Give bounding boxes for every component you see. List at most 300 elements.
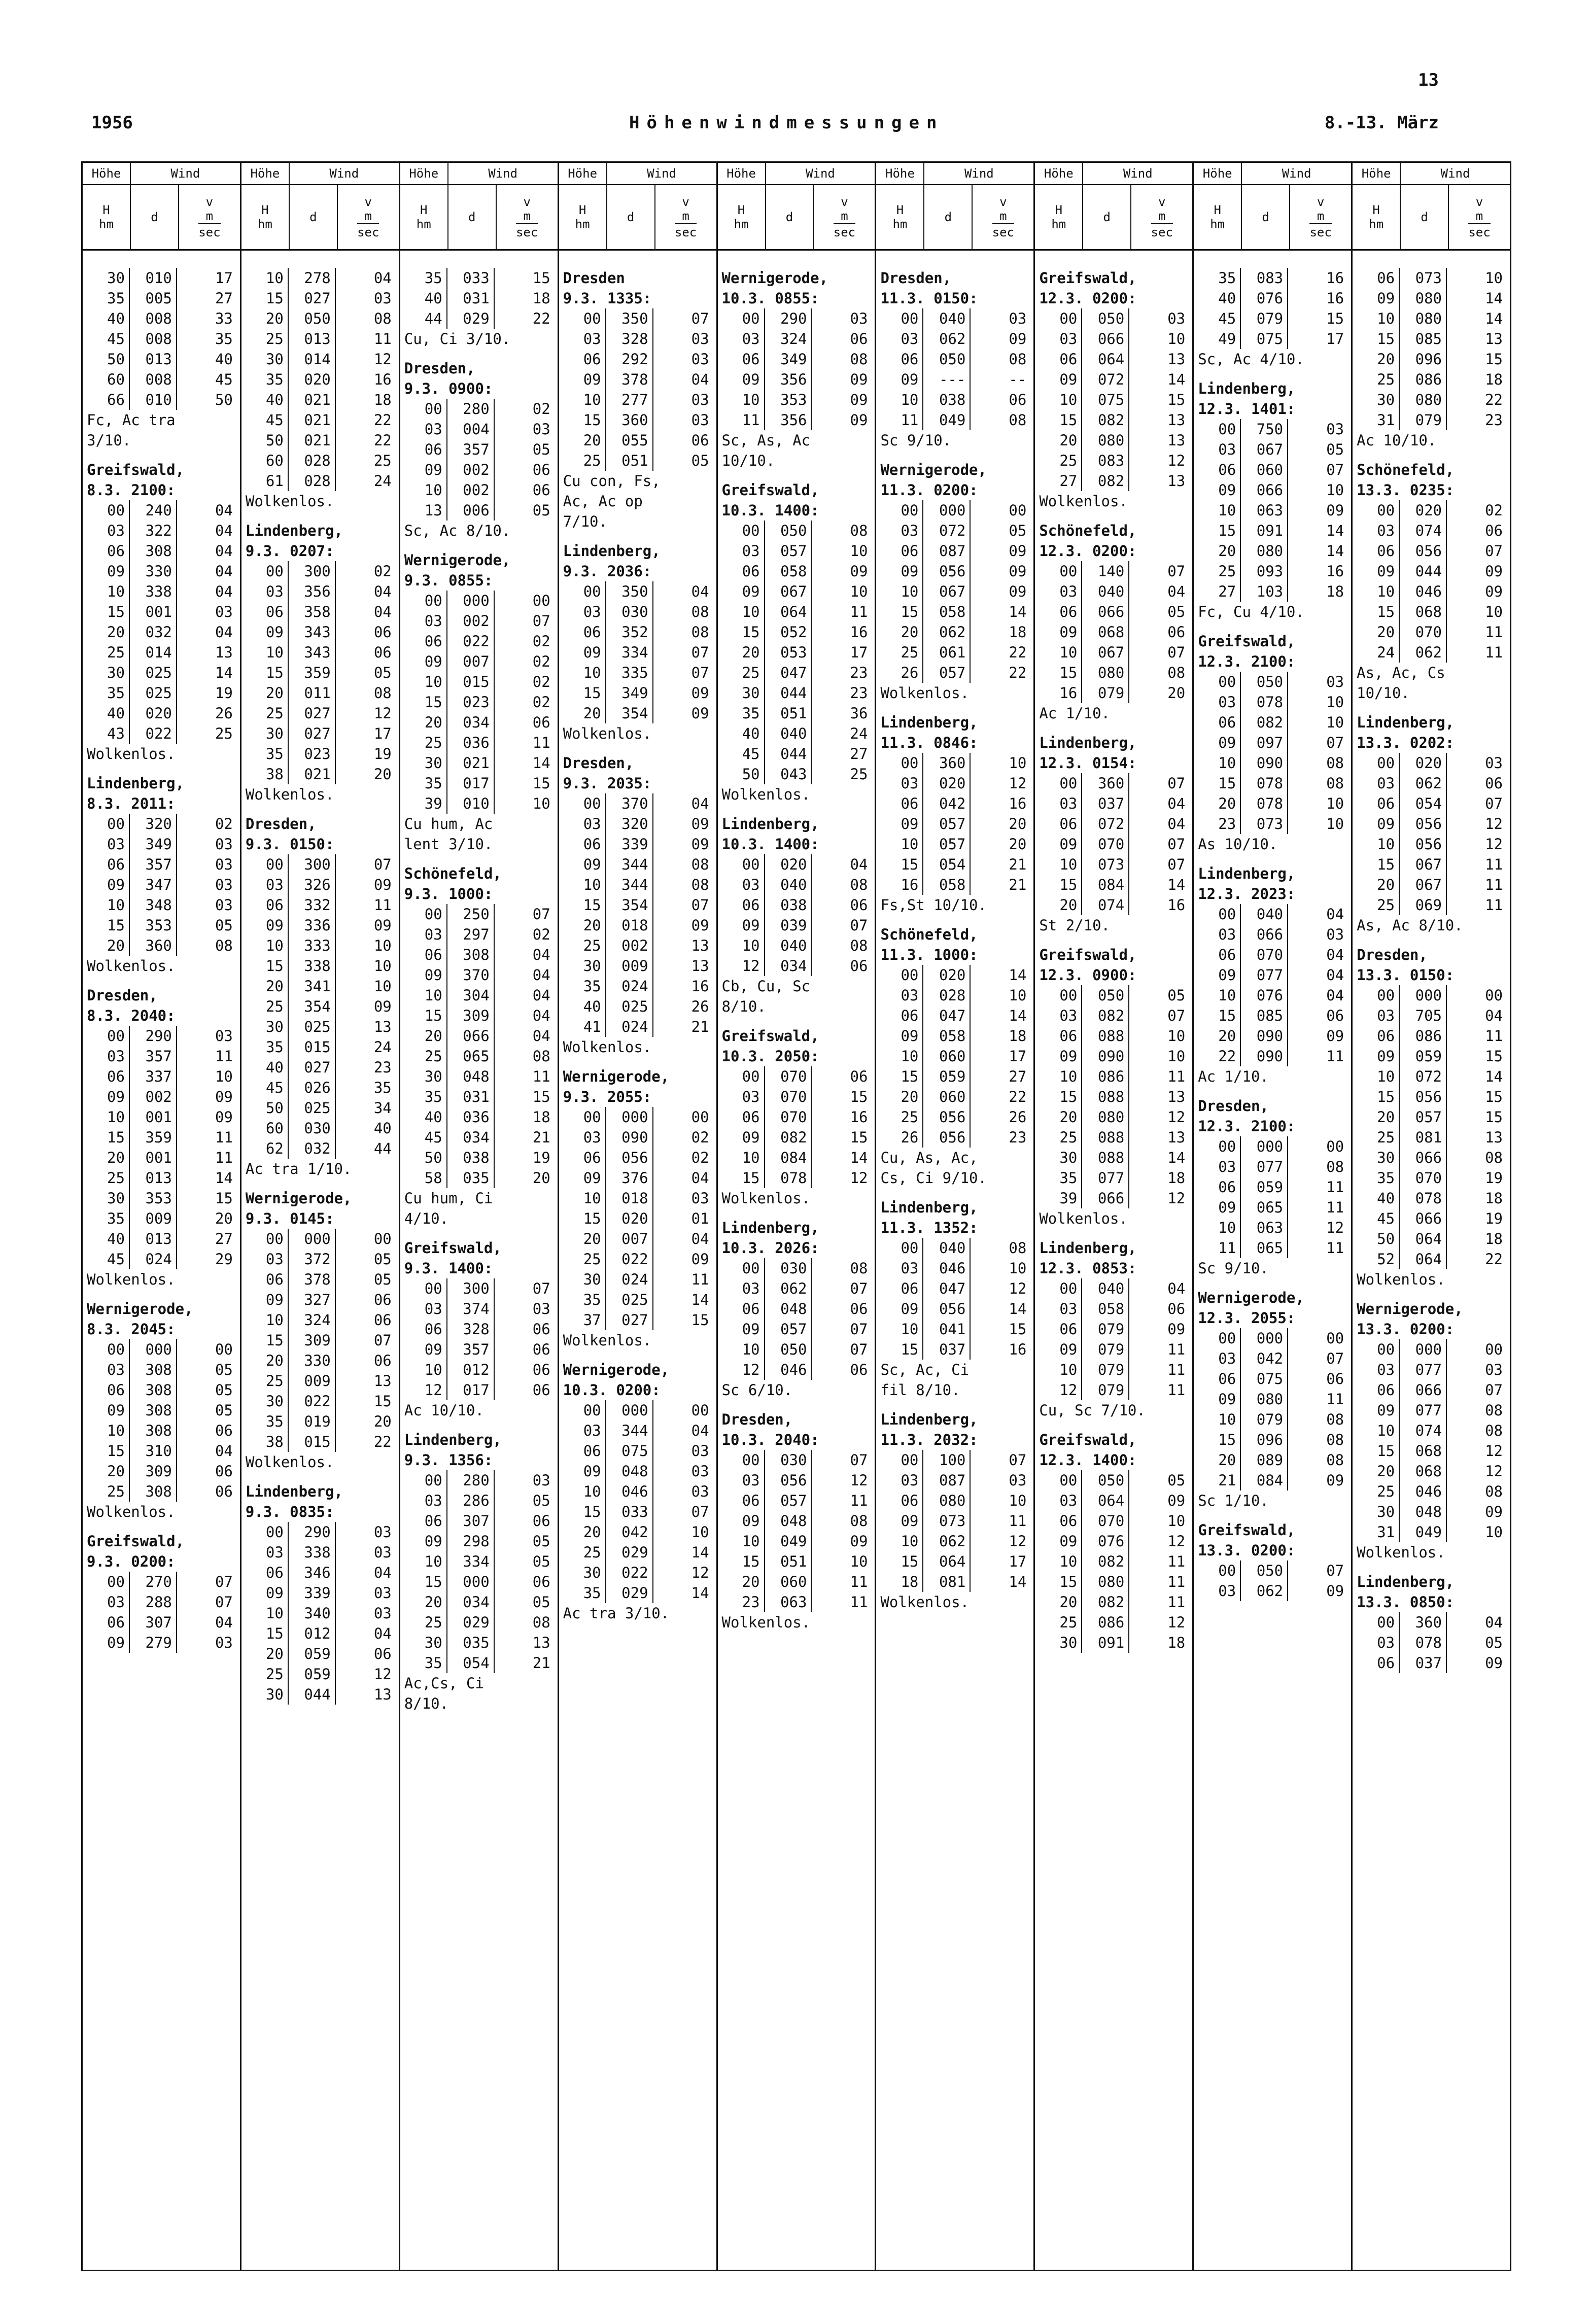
speed-value: 06 bbox=[532, 1381, 550, 1399]
data-row bbox=[241, 1118, 399, 1138]
direction-value: 034 bbox=[447, 1592, 495, 1612]
direction-value: 090 bbox=[1241, 1026, 1288, 1046]
data-row bbox=[559, 1188, 716, 1208]
station-label: Greifswald, 8.3. 2100: bbox=[87, 461, 185, 499]
height-value: 03 bbox=[1035, 1490, 1082, 1511]
height-value: 25 bbox=[83, 1481, 130, 1502]
height-value: 15 bbox=[1353, 329, 1400, 349]
height-value: 15 bbox=[1353, 1087, 1400, 1107]
data-row bbox=[718, 1511, 875, 1531]
data-row bbox=[559, 1563, 716, 1583]
data-row bbox=[1035, 875, 1192, 895]
data-row bbox=[83, 1148, 240, 1168]
speed-value: 08 bbox=[1326, 754, 1344, 772]
height-value: 45 bbox=[1194, 308, 1241, 329]
data-row bbox=[1353, 753, 1510, 773]
direction-value: 286 bbox=[447, 1490, 495, 1511]
height-value: 10 bbox=[1035, 1551, 1082, 1572]
height-value: 10 bbox=[876, 390, 923, 410]
height-value: 20 bbox=[83, 935, 130, 956]
direction-value: 088 bbox=[1082, 1148, 1129, 1168]
direction-value: 033 bbox=[606, 1502, 653, 1522]
header-hoehe: Höhe bbox=[876, 163, 924, 184]
data-row bbox=[1035, 1380, 1192, 1400]
data-row bbox=[876, 875, 1033, 895]
direction-value: 000 bbox=[1400, 985, 1447, 1005]
speed-value: 05 bbox=[1167, 987, 1186, 1004]
speed-value: 09 bbox=[373, 876, 392, 893]
data-row bbox=[1194, 712, 1351, 733]
data-row bbox=[241, 390, 399, 410]
direction-value: 002 bbox=[447, 460, 495, 480]
height-value: 00 bbox=[559, 308, 606, 329]
data-row bbox=[1035, 663, 1192, 683]
data-row bbox=[1353, 1087, 1510, 1107]
measurement-block bbox=[559, 1066, 716, 1350]
height-value: 10 bbox=[241, 642, 289, 663]
height-value: 25 bbox=[241, 1664, 289, 1684]
speed-value: 05 bbox=[215, 1361, 233, 1378]
data-row bbox=[559, 834, 716, 854]
direction-value: 062 bbox=[1400, 773, 1447, 793]
direction-value: 067 bbox=[1400, 854, 1447, 875]
height-value: 40 bbox=[559, 996, 606, 1017]
header-hm: hm bbox=[1210, 217, 1225, 231]
speed-value: 13 bbox=[1167, 432, 1186, 449]
measurement-block bbox=[241, 814, 399, 1179]
data-row bbox=[1035, 1360, 1192, 1380]
speed-value: 11 bbox=[1167, 1593, 1186, 1611]
data-row bbox=[718, 1490, 875, 1511]
height-value: 03 bbox=[718, 1278, 765, 1299]
column-body bbox=[1035, 251, 1192, 1659]
speed-value: 00 bbox=[1485, 987, 1503, 1004]
header-d-cell bbox=[607, 185, 655, 249]
data-row bbox=[718, 1258, 875, 1278]
data-row bbox=[83, 561, 240, 581]
direction-value: 046 bbox=[1400, 581, 1447, 602]
speed-value: 02 bbox=[532, 673, 550, 690]
station-label: Greifswald, 12.3. 2100: bbox=[1198, 633, 1296, 670]
speed-value: 07 bbox=[1326, 1562, 1344, 1579]
cloud-note: Wolkenlos. bbox=[87, 1271, 176, 1288]
cloud-note: Wolkenlos. bbox=[880, 1593, 970, 1611]
direction-value: 007 bbox=[606, 1229, 653, 1249]
direction-value: 051 bbox=[765, 703, 812, 723]
column-body bbox=[241, 251, 399, 1711]
speed-value: 26 bbox=[691, 998, 709, 1015]
direction-value: 050 bbox=[765, 521, 812, 541]
header-v: v bbox=[682, 195, 689, 209]
height-value: 25 bbox=[1353, 895, 1400, 915]
data-row bbox=[1194, 965, 1351, 985]
station-label: Lindenberg, 8.3. 2011: bbox=[87, 775, 185, 812]
direction-value: 353 bbox=[765, 390, 812, 410]
data-row bbox=[1194, 904, 1351, 924]
data-row bbox=[400, 1380, 558, 1400]
speed-value: 06 bbox=[532, 1361, 550, 1378]
header-m: m bbox=[523, 209, 531, 223]
direction-value: 040 bbox=[1241, 904, 1288, 924]
speed-value: 02 bbox=[532, 693, 550, 711]
height-value: 61 bbox=[241, 471, 289, 491]
height-value: 23 bbox=[1194, 814, 1241, 834]
data-row bbox=[876, 622, 1033, 642]
header-h-cell bbox=[1194, 185, 1242, 249]
direction-value: 021 bbox=[289, 410, 336, 430]
direction-value: 050 bbox=[1241, 672, 1288, 692]
direction-value: 000 bbox=[447, 591, 495, 611]
height-value: 06 bbox=[241, 602, 289, 622]
measurement-block bbox=[876, 460, 1033, 703]
data-row bbox=[83, 1107, 240, 1127]
data-row bbox=[876, 1339, 1033, 1360]
direction-value: 074 bbox=[1400, 521, 1447, 541]
direction-value: 050 bbox=[1241, 1560, 1288, 1581]
data-row bbox=[83, 1400, 240, 1420]
height-value: 35 bbox=[241, 369, 289, 390]
height-value: 06 bbox=[83, 1612, 130, 1633]
header-v-cell bbox=[655, 185, 716, 249]
height-value: 10 bbox=[559, 875, 606, 895]
direction-value: 347 bbox=[130, 875, 177, 895]
direction-value: 080 bbox=[923, 1490, 971, 1511]
speed-value: 20 bbox=[215, 1210, 233, 1227]
height-value: 03 bbox=[241, 581, 289, 602]
speed-value: 10 bbox=[1485, 1523, 1503, 1541]
table-column bbox=[1353, 161, 1511, 2270]
speed-value: 08 bbox=[1485, 1402, 1503, 1419]
speed-value: 08 bbox=[373, 684, 392, 702]
header-wind: Wind bbox=[1440, 166, 1470, 181]
cloud-note: As, Ac, Cs 10/10. bbox=[1357, 664, 1445, 702]
speed-value: 00 bbox=[373, 1230, 392, 1247]
height-value: 41 bbox=[559, 1017, 606, 1037]
direction-value: 349 bbox=[606, 683, 653, 703]
data-row bbox=[718, 956, 875, 976]
direction-value: 013 bbox=[130, 1168, 177, 1188]
height-value: 20 bbox=[1035, 430, 1082, 450]
data-row bbox=[241, 1057, 399, 1078]
data-row bbox=[241, 1623, 399, 1644]
height-value: 39 bbox=[1035, 1188, 1082, 1208]
data-row bbox=[400, 1005, 558, 1026]
direction-value: 357 bbox=[130, 854, 177, 875]
speed-value: 04 bbox=[1326, 966, 1344, 984]
data-row bbox=[241, 976, 399, 996]
height-value: 06 bbox=[876, 793, 923, 814]
height-value: 00 bbox=[559, 1107, 606, 1127]
cloud-note: Sc 6/10. bbox=[721, 1381, 793, 1399]
speed-value: 04 bbox=[691, 795, 709, 812]
data-row bbox=[400, 733, 558, 753]
data-row bbox=[559, 430, 716, 450]
direction-value: 017 bbox=[447, 773, 495, 793]
direction-value: 006 bbox=[447, 500, 495, 521]
direction-value: 036 bbox=[447, 733, 495, 753]
data-row bbox=[876, 1551, 1033, 1572]
height-value: 09 bbox=[876, 1511, 923, 1531]
direction-value: 088 bbox=[1082, 1026, 1129, 1046]
speed-value: 23 bbox=[850, 664, 868, 681]
column-body bbox=[718, 251, 875, 1642]
direction-value: 297 bbox=[447, 924, 495, 945]
speed-value: 24 bbox=[850, 725, 868, 742]
data-row bbox=[876, 369, 1033, 390]
header-d-cell bbox=[766, 185, 814, 249]
direction-value: 066 bbox=[1082, 602, 1129, 622]
speed-value: 12 bbox=[691, 1564, 709, 1581]
height-value: 06 bbox=[718, 561, 765, 581]
data-row bbox=[718, 1127, 875, 1148]
height-value: 00 bbox=[1194, 1328, 1241, 1348]
height-value: 00 bbox=[1353, 1612, 1400, 1633]
height-value: 10 bbox=[1353, 1420, 1400, 1441]
measurement-block bbox=[241, 1188, 399, 1472]
speed-value: 11 bbox=[1485, 644, 1503, 661]
height-value: 60 bbox=[241, 450, 289, 471]
data-row bbox=[559, 308, 716, 329]
column-header bbox=[400, 161, 558, 251]
height-value: 10 bbox=[400, 1360, 447, 1380]
measurement-block bbox=[1035, 945, 1192, 1229]
data-row bbox=[1035, 561, 1192, 581]
column-header bbox=[1035, 161, 1192, 251]
data-row bbox=[83, 521, 240, 541]
header-m: m bbox=[841, 209, 848, 223]
speed-value: 07 bbox=[691, 1503, 709, 1520]
direction-value: 058 bbox=[923, 602, 971, 622]
height-value: 09 bbox=[718, 369, 765, 390]
height-value: 26 bbox=[876, 1127, 923, 1148]
data-row bbox=[241, 1542, 399, 1563]
direction-value: 324 bbox=[765, 329, 812, 349]
height-value: 20 bbox=[1353, 1461, 1400, 1481]
data-row bbox=[1194, 1026, 1351, 1046]
data-row bbox=[1353, 1005, 1510, 1026]
height-value: 09 bbox=[1353, 561, 1400, 581]
height-value: 25 bbox=[876, 642, 923, 663]
data-row bbox=[1035, 1127, 1192, 1148]
direction-value: 037 bbox=[923, 1339, 971, 1360]
height-value: 30 bbox=[1035, 1633, 1082, 1653]
direction-value: 344 bbox=[606, 1420, 653, 1441]
header-hm: hm bbox=[892, 217, 908, 231]
cloud-note: Wolkenlos. bbox=[87, 745, 176, 762]
height-value: 10 bbox=[1194, 500, 1241, 521]
data-row bbox=[241, 1603, 399, 1623]
speed-value: 11 bbox=[1167, 1381, 1186, 1399]
station-label: Wernigerode, 13.3. 0200: bbox=[1357, 1300, 1463, 1338]
height-value: 10 bbox=[1035, 1360, 1082, 1380]
measurement-block bbox=[718, 268, 875, 471]
speed-value: 09 bbox=[1009, 330, 1027, 348]
data-row bbox=[876, 1278, 1033, 1299]
height-value: 15 bbox=[1035, 663, 1082, 683]
height-value: 09 bbox=[241, 915, 289, 935]
direction-value: 308 bbox=[130, 1420, 177, 1441]
speed-value: 04 bbox=[532, 987, 550, 1004]
data-row bbox=[241, 1644, 399, 1664]
height-value: 03 bbox=[1035, 793, 1082, 814]
header-h: H bbox=[420, 203, 428, 217]
speed-value: 06 bbox=[215, 1422, 233, 1439]
station-label: Lindenberg, 9.3. 1356: bbox=[404, 1431, 502, 1469]
direction-value: 360 bbox=[923, 753, 971, 773]
speed-value: 19 bbox=[373, 745, 392, 762]
measurement-block bbox=[1194, 1288, 1351, 1511]
measurement-block bbox=[1194, 863, 1351, 1087]
speed-value: 00 bbox=[691, 1108, 709, 1126]
header-h: H bbox=[1214, 203, 1221, 217]
speed-value: 20 bbox=[373, 1413, 392, 1430]
speed-value: 04 bbox=[1485, 1007, 1503, 1024]
height-value: 38 bbox=[241, 1432, 289, 1452]
height-value: 09 bbox=[1194, 1197, 1241, 1218]
direction-value: 332 bbox=[289, 895, 336, 915]
header-row-2 bbox=[876, 185, 1033, 249]
data-row bbox=[718, 663, 875, 683]
direction-value: 376 bbox=[606, 1168, 653, 1188]
data-row bbox=[83, 642, 240, 663]
cloud-note: Cu hum, Ci 4/10. bbox=[404, 1190, 493, 1227]
height-value: 00 bbox=[718, 308, 765, 329]
speed-value: 04 bbox=[532, 1007, 550, 1024]
height-value: 06 bbox=[876, 541, 923, 561]
height-value: 40 bbox=[241, 390, 289, 410]
speed-value: 19 bbox=[215, 684, 233, 702]
data-row bbox=[1194, 672, 1351, 692]
height-value: 40 bbox=[718, 723, 765, 744]
data-row bbox=[876, 410, 1033, 430]
height-value: 30 bbox=[718, 683, 765, 703]
data-row bbox=[718, 1592, 875, 1612]
data-row bbox=[718, 1107, 875, 1127]
direction-value: 038 bbox=[447, 1148, 495, 1168]
data-row bbox=[400, 480, 558, 500]
height-value: 00 bbox=[400, 1470, 447, 1490]
speed-value: 11 bbox=[1485, 1027, 1503, 1045]
speed-value: 04 bbox=[1326, 906, 1344, 923]
measurement-block bbox=[1353, 945, 1510, 1290]
data-row bbox=[559, 1107, 716, 1127]
direction-value: 096 bbox=[1241, 1430, 1288, 1450]
height-value: 16 bbox=[1035, 683, 1082, 703]
speed-value: 03 bbox=[215, 836, 233, 853]
direction-value: 027 bbox=[289, 288, 336, 308]
date-range: 8.-13. März bbox=[1324, 113, 1439, 133]
speed-value: 22 bbox=[532, 310, 550, 327]
data-row bbox=[83, 1339, 240, 1360]
speed-value: 10 bbox=[532, 795, 550, 812]
data-row bbox=[83, 895, 240, 915]
direction-value: 076 bbox=[1082, 1531, 1129, 1551]
station-label: Greifswald, 10.3. 2050: bbox=[721, 1027, 819, 1065]
direction-value: 075 bbox=[1082, 390, 1129, 410]
header-d: d bbox=[1262, 210, 1269, 224]
height-value: 45 bbox=[1353, 1208, 1400, 1229]
station-label: Wernigerode, 10.3. 0200: bbox=[563, 1361, 670, 1399]
direction-value: 310 bbox=[130, 1441, 177, 1461]
height-value: 25 bbox=[83, 1168, 130, 1188]
height-value: 06 bbox=[400, 1511, 447, 1531]
direction-value: 083 bbox=[1241, 268, 1288, 288]
direction-value: 047 bbox=[765, 663, 812, 683]
height-value: 00 bbox=[241, 1522, 289, 1542]
height-value: 25 bbox=[241, 703, 289, 723]
speed-value: 27 bbox=[1009, 1068, 1027, 1085]
header-d: d bbox=[309, 210, 317, 224]
header-row-1 bbox=[1353, 163, 1510, 185]
speed-value: 13 bbox=[691, 957, 709, 975]
header-m: m bbox=[364, 209, 372, 223]
measurement-block bbox=[1194, 631, 1351, 854]
height-value: 03 bbox=[718, 875, 765, 895]
data-row bbox=[241, 875, 399, 895]
cloud-note: Sc 1/10. bbox=[1198, 1492, 1269, 1509]
height-value: 20 bbox=[1194, 1450, 1241, 1470]
height-value: 09 bbox=[1353, 1400, 1400, 1420]
height-value: 30 bbox=[400, 753, 447, 773]
direction-value: 056 bbox=[923, 561, 971, 581]
data-row bbox=[241, 1037, 399, 1057]
data-row bbox=[400, 1612, 558, 1633]
header-v: v bbox=[364, 195, 372, 209]
direction-value: 065 bbox=[447, 1046, 495, 1066]
data-row bbox=[400, 773, 558, 793]
station-label: Wernigerode, 8.3. 2045: bbox=[87, 1300, 193, 1338]
speed-value: 18 bbox=[1009, 623, 1027, 641]
height-value: 40 bbox=[83, 1229, 130, 1249]
speed-value: 11 bbox=[1167, 1341, 1186, 1358]
direction-value: 081 bbox=[1400, 1127, 1447, 1148]
speed-value: 07 bbox=[1485, 795, 1503, 812]
speed-value: 40 bbox=[373, 1120, 392, 1137]
data-row bbox=[400, 1026, 558, 1046]
direction-value: 025 bbox=[606, 1290, 653, 1310]
direction-value: 330 bbox=[289, 1350, 336, 1371]
height-value: 15 bbox=[876, 1066, 923, 1087]
station-label: Greifswald, 9.3. 1400: bbox=[404, 1239, 502, 1277]
station-label: Dresden, 9.3. 0150: bbox=[245, 815, 334, 853]
direction-value: 322 bbox=[130, 521, 177, 541]
speed-value: 35 bbox=[215, 330, 233, 348]
height-value: 40 bbox=[241, 1057, 289, 1078]
speed-value: 12 bbox=[373, 351, 392, 368]
direction-value: 000 bbox=[1241, 1136, 1288, 1157]
data-row bbox=[1194, 1430, 1351, 1450]
speed-value: 07 bbox=[1167, 644, 1186, 661]
speed-value: 07 bbox=[373, 856, 392, 873]
speed-value: 04 bbox=[1167, 795, 1186, 812]
direction-value: 027 bbox=[289, 723, 336, 744]
data-row bbox=[1194, 1005, 1351, 1026]
speed-value: 04 bbox=[691, 1422, 709, 1439]
data-row bbox=[1035, 1188, 1192, 1208]
speed-value: 11 bbox=[532, 1068, 550, 1085]
column-body bbox=[400, 251, 558, 1723]
data-row bbox=[1035, 1319, 1192, 1339]
height-value: 03 bbox=[400, 1490, 447, 1511]
speed-value: 08 bbox=[1009, 351, 1027, 368]
speed-value: 08 bbox=[1326, 1158, 1344, 1175]
data-row bbox=[559, 1269, 716, 1290]
height-value: 35 bbox=[1194, 268, 1241, 288]
header-v-cell bbox=[1131, 185, 1192, 249]
speed-value: 04 bbox=[1167, 815, 1186, 833]
data-row bbox=[1035, 683, 1192, 703]
speed-value: 08 bbox=[532, 1048, 550, 1065]
